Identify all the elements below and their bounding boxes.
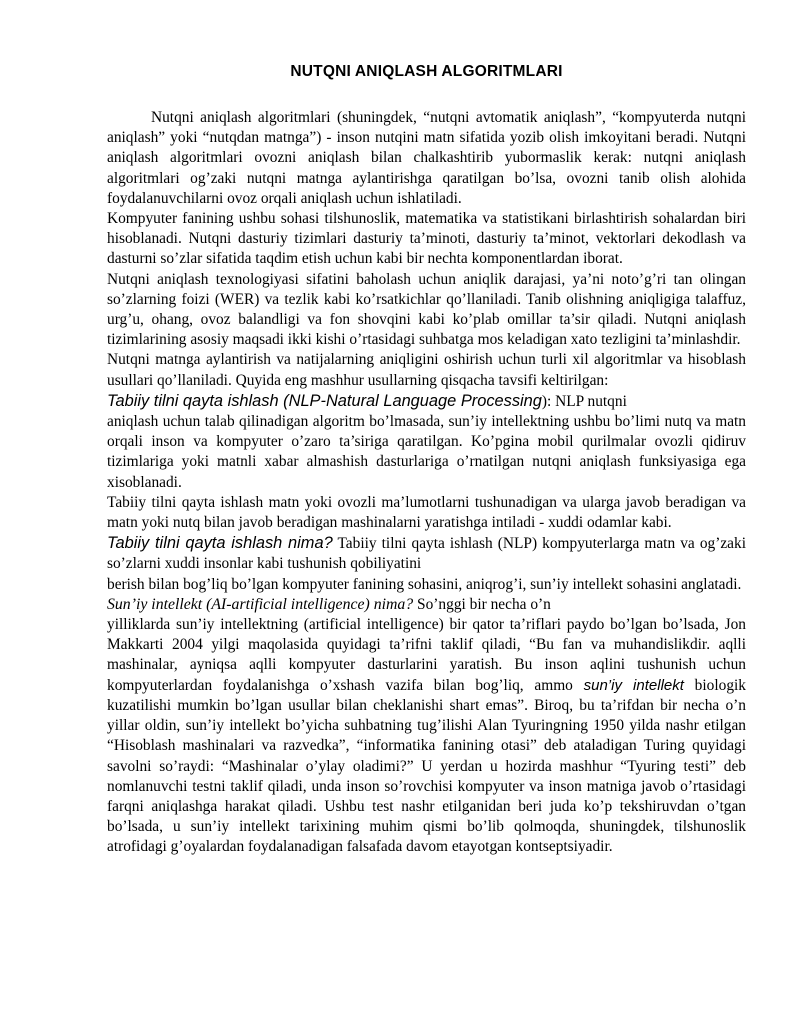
paragraph-ai-run3: biologik kuzatilishi mumkin bo’lgan usullar bilan cheklanishi shart emas”. Biroq, bu ta’rifdan bir necha o’n yillar oldin, sun’iy intellekt bo’yicha suhbatning tug’ilishi Alan Tyuringning 1950 yilda nashr etilgan “Hisoblash mashinalari va razvedka”, “informatika fanining otasi” deb ataladigan Turing quyidagi savolni so’raydi: “Mashinalar o’ylay oladimi?” U yerdan u hozirda mashhur “Tyuring testi” deb nomlanuvchi testni taklif qiladi, unda inson so’rovchisi kompyuter va inson matniga javob o’rtasidagi farqni aniqlashga harakat qiladi. Ushbu test nashr etilganidan beri juda ko’p tekshiruvdan o’tgan bo’lsada, u sun’iy intellekt tarixining muhim qismi bo’lib qolmoqda, shuningdek, tilshunoslik atrofidagi g’oyalardan foydalanadigan falsafada davom etayotgan kontseptsiyadir. (107, 676, 746, 856)
paragraph-ai-body (107, 615, 746, 857)
paragraph-accuracy-metrics: Nutqni aniqlash texnologiyasi sifatini baholash uchun aniqlik darajasi, ya’ni noto’g’ri tan olingan so’zlarning foizi (WER) va tezlik kabi ko’rsatkichlar qo’llaniladi. Tanib olishning aniqligiga talaffuz, urg’u, ohang, ovoz balandligi va fon shovqini kabi ko’plab omillar ta’sir qiladi. Nutqni aniqlash tizimlarining asosiy maqsadi ikki kishi o’rtasidagi suhbatga mos keladigan xato tezligini ta’minlashdir. (107, 270, 746, 349)
inline-emphasis-sun-iy-intellekt: sun’iy intellekt (583, 676, 684, 694)
paragraph-computer-science: Kompyuter fanining ushbu sohasi tilshunoslik, matematika va statistikani birlashtirish sohalardan biri hisoblanadi. Nutqni dasturiy tizimlari dasturiy ta’minoti, dasturiy ta’minot, vektorlari dekodlash va dasturni so’zlar sifatida taqdim etish uchun kabi bir nechta komponentlardan iborat. (107, 210, 746, 268)
paragraph-nlp-goal: Tabiiy tilni qayta ishlash matn yoki ovozli ma’lumotlarni tushunadigan va ularga javob beradigan va matn yoki nutq bilan javob beradigan mashinalarni yaratishga intiladi - xuddi odamlar kabi. (107, 493, 746, 532)
heading-nlp-line (107, 391, 746, 412)
paragraph-methods-intro: Nutqni matnga aylantirish va natijalarning aniqligini oshirish uchun turli xil algoritmlar va hisoblash usullari qo’llaniladi. Quyida eng mashhur usullarning qisqacha tavsifi keltirilgan: (107, 351, 746, 389)
paragraph-nlp-definition-run1: Tabiiy tilni qayta ishlash (NLP) kompyuterlarga matn va og’zaki so’zlarni xuddi insonlar kabi tushunish qobiliyatini (107, 535, 746, 573)
page-title: NUTQNI ANIQLASH ALGORITMLARI (290, 63, 563, 80)
paragraph-intro: Nutqni aniqlash algoritmlari (shuningdek, “nutqni avtomatik aniqlash”, “kompyuterda nutqni aniqlash” yoki “nutqdan matnga”) - inson nutqini matn sifatida yozib olish imkoyitani beradi. Nutqni aniqlash algoritmlari ovozni aniqlash bilan chalkashtirib yubormaslik kerak: nutqni aniqlash algoritmlari og’zaki nutqni matnga aylantirishga qaratilgan bo’lsa, ovozni tanib olish alohida foydalanuvchilarni ovoz orqali aniqlash uchun ishlatiladi. (107, 109, 746, 207)
heading-nlp-label: Tabiiy tilni qayta ishlash (NLP-Natural Language Processing (107, 391, 542, 410)
document-content (107, 62, 746, 858)
paragraph-ai-run2: yilliklarda sun’iy intellektning (artificial intelligence) bir qator ta’riflari paydo bo’lgan bo’lsada, Jon Makkarti 2004 yilgi maqolasida quyidagi ta’rifni taklif qiladi, “Bu fan va muhandislikdir. aqlli mashinalar, ayniqsa aqlli kompyuter dasturlarini yaratish. Bu inson aqlini tushunish uchun kompyuterlardan foydalanishga o’xshash vazifa bilan bog’liq, ammo (107, 616, 746, 694)
paragraph-nlp-description: aniqlash uchun talab qilinadigan algoritm bo’lmasada, sun’iy intellektning ushbu bo’limi nutq va matn orqali inson va kompyuter o’zaro ta’siriga qaratilgan. Ko’pgina mobil qurilmalar ovozli qidiruv tizimlariga yoki matnli xabar almashish dasturlariga o’rnatilgan nutqni aniqlash funksiyasiga ega xisoblanadi. (107, 413, 746, 491)
paragraph-ai-definition-head (107, 595, 746, 615)
heading-ai-nima: Sun’iy intellekt (AI-artificial intelligence) nima? (107, 595, 414, 613)
heading-nlp-nima: Tabiiy tilni qayta ishlash nima? (107, 534, 333, 553)
paragraph-nlp-definition-run2: berish bilan bog’liq bo’lgan kompyuter fanining sohasini, aniqrog’i, sun’iy intellekt sohasini anglatadi. (107, 575, 742, 593)
paragraph-nlp-definition (107, 533, 746, 574)
heading-nlp-suffix: ): NLP nutqni (541, 392, 627, 410)
paragraph-ai-run1: So’nggi bir necha o’n (413, 595, 551, 613)
